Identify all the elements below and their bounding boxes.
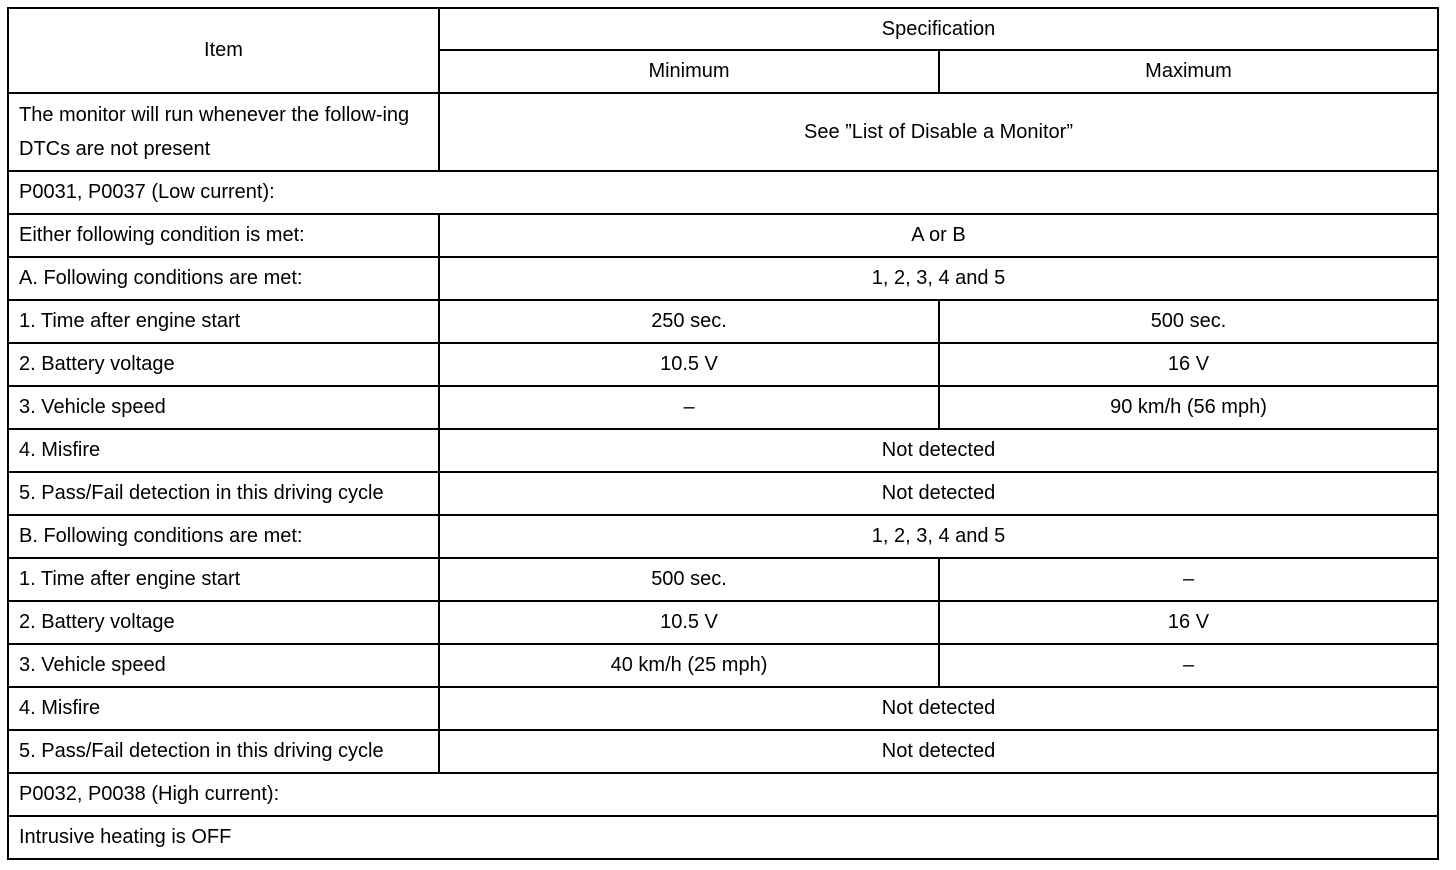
table-row (8, 558, 1438, 601)
group-row (8, 773, 1438, 816)
item-cell: 5. Pass/Fail detection in this driving cycle (8, 472, 439, 515)
group-heading: P0031, P0037 (Low current): (8, 171, 1438, 214)
table-row (8, 515, 1438, 558)
item-cell: 4. Misfire (8, 429, 439, 472)
spec-value-cell: See ”List of Disable a Monitor” (439, 93, 1438, 171)
table-row (8, 257, 1438, 300)
item-cell: B. Following conditions are met: (8, 515, 439, 558)
table-row (8, 601, 1438, 644)
item-cell: 2. Battery voltage (8, 601, 439, 644)
group-heading: P0032, P0038 (High current): (8, 773, 1438, 816)
table-row (8, 429, 1438, 472)
item-cell: 4. Misfire (8, 687, 439, 730)
max-value-cell: 16 V (939, 343, 1438, 386)
min-value-cell: 10.5 V (439, 343, 939, 386)
header-specification: Specification (439, 8, 1438, 50)
table-row (8, 93, 1438, 171)
max-value-cell: – (939, 644, 1438, 687)
min-value-cell: 40 km/h (25 mph) (439, 644, 939, 687)
min-value-cell: 250 sec. (439, 300, 939, 343)
item-cell: Intrusive heating is OFF (8, 816, 1438, 859)
item-cell: The monitor will run whenever the follow-ing DTCs are not present (8, 93, 439, 171)
max-value-cell: – (939, 558, 1438, 601)
item-cell: 3. Vehicle speed (8, 644, 439, 687)
table-row (8, 687, 1438, 730)
spec-value-cell: 1, 2, 3, 4 and 5 (439, 515, 1438, 558)
min-value-cell: 500 sec. (439, 558, 939, 601)
item-cell: 1. Time after engine start (8, 300, 439, 343)
table-row (8, 730, 1438, 773)
item-cell: A. Following conditions are met: (8, 257, 439, 300)
max-value-cell: 90 km/h (56 mph) (939, 386, 1438, 429)
table-row (8, 644, 1438, 687)
item-cell: Either following condition is met: (8, 214, 439, 257)
table-row (8, 343, 1438, 386)
min-value-cell: – (439, 386, 939, 429)
table-row (8, 472, 1438, 515)
header-item: Item (8, 8, 439, 93)
spec-value-cell: A or B (439, 214, 1438, 257)
max-value-cell: 500 sec. (939, 300, 1438, 343)
table-row (8, 214, 1438, 257)
header-minimum: Minimum (439, 50, 939, 93)
item-cell: 1. Time after engine start (8, 558, 439, 601)
item-cell: 5. Pass/Fail detection in this driving cycle (8, 730, 439, 773)
table-row (8, 386, 1438, 429)
spec-value-cell: Not detected (439, 429, 1438, 472)
table-row (8, 816, 1438, 859)
item-cell: 3. Vehicle speed (8, 386, 439, 429)
table-row (8, 300, 1438, 343)
spec-value-cell: Not detected (439, 730, 1438, 773)
spec-value-cell: Not detected (439, 472, 1438, 515)
min-value-cell: 10.5 V (439, 601, 939, 644)
item-cell: 2. Battery voltage (8, 343, 439, 386)
specification-table (7, 7, 1439, 860)
group-row (8, 171, 1438, 214)
max-value-cell: 16 V (939, 601, 1438, 644)
header-maximum: Maximum (939, 50, 1438, 93)
spec-value-cell: 1, 2, 3, 4 and 5 (439, 257, 1438, 300)
spec-value-cell: Not detected (439, 687, 1438, 730)
